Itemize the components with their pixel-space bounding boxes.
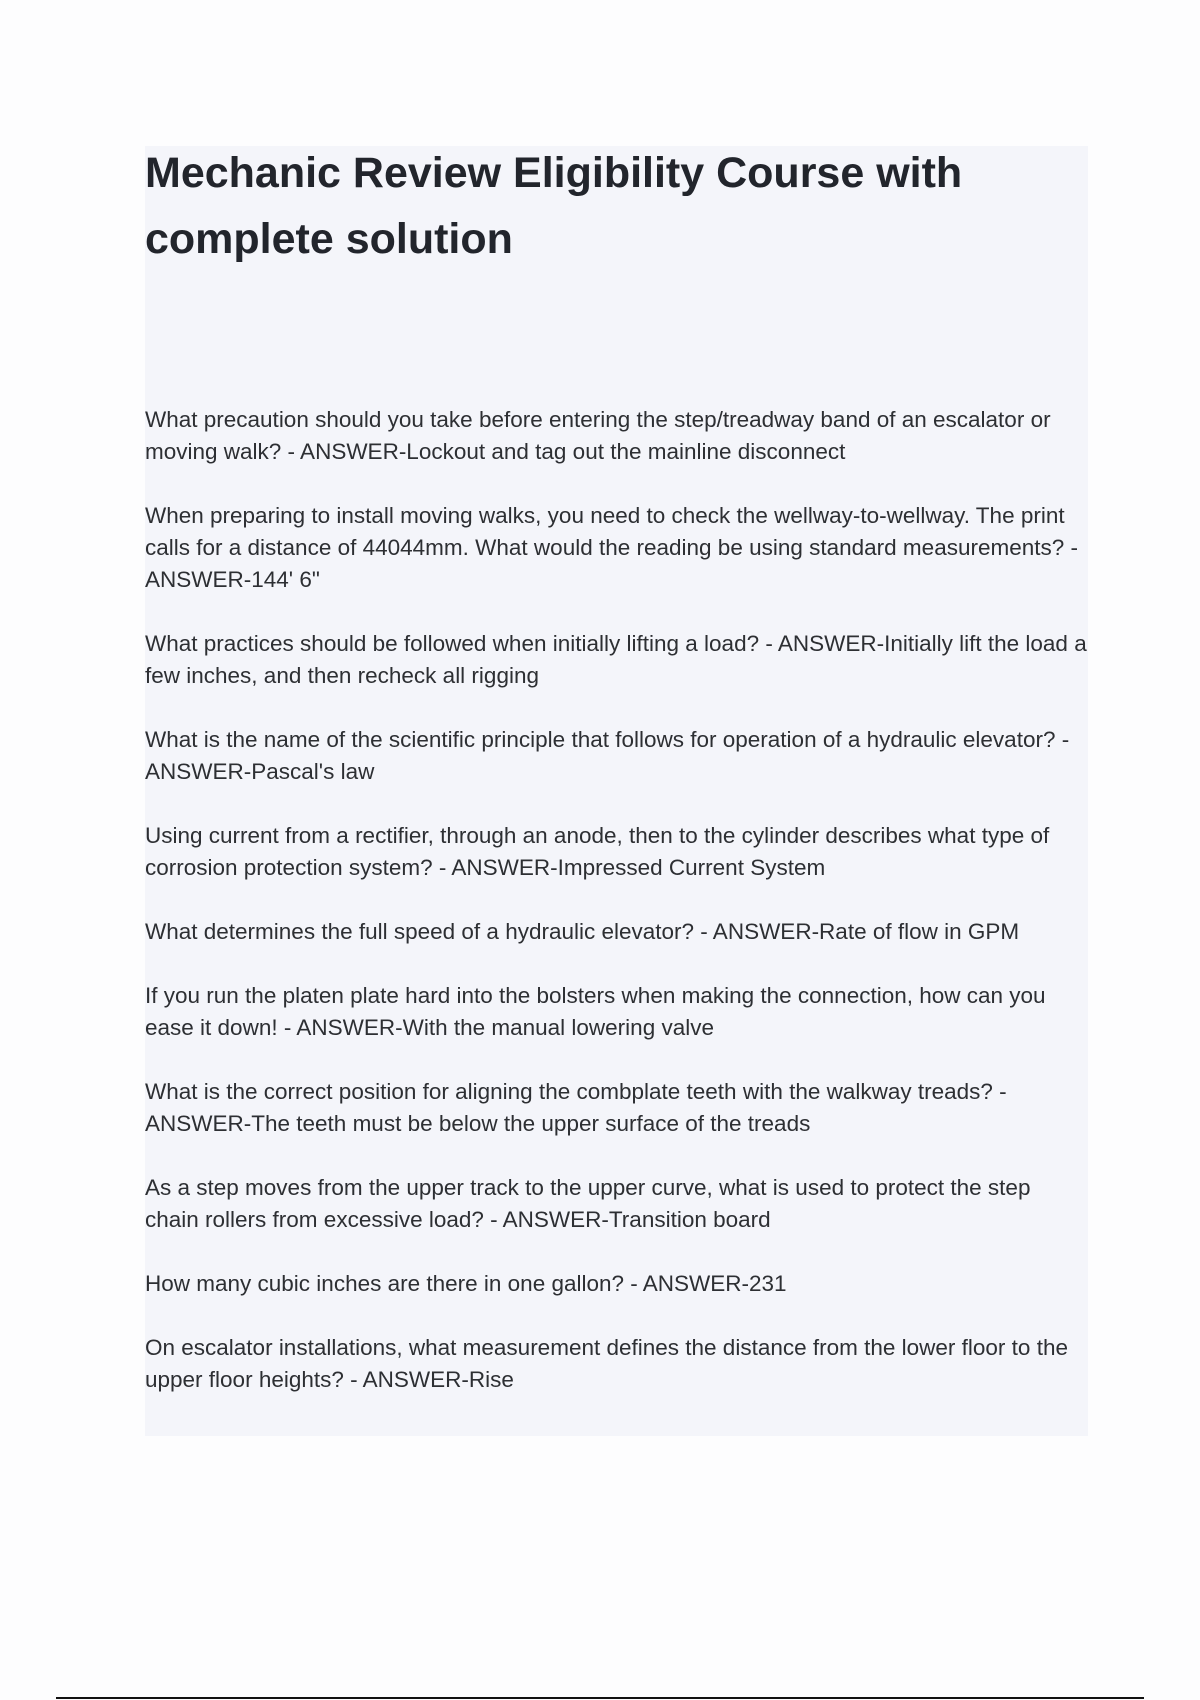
qa-item-5: Using current from a rectifier, through an anode, then to the cylinder describes what type of corrosion protection system? - ANSWER-Impressed Current System bbox=[145, 823, 1050, 880]
qa-item-7: If you run the platen plate hard into the bolsters when making the connection, how can you ease it down! - ANSWER-With the manual lowering valve bbox=[145, 983, 1046, 1040]
qa-item-3: What practices should be followed when initially lifting a load? - ANSWER-Initially lift the load a few inches, and then recheck all rigging bbox=[145, 631, 1087, 688]
qa-item-10: How many cubic inches are there in one gallon? - ANSWER-231 bbox=[145, 1271, 787, 1296]
page-bottom-rule bbox=[56, 1697, 1144, 1699]
qa-list bbox=[145, 404, 1090, 1428]
qa-item-11: On escalator installations, what measurement defines the distance from the lower floor to the upper floor heights? - ANSWER-Rise bbox=[145, 1335, 1068, 1392]
document-title: Mechanic Review Eligibility Course with complete solution bbox=[145, 149, 963, 263]
qa-item-4: What is the name of the scientific principle that follows for operation of a hydraulic elevator? - ANSWER-Pascal's law bbox=[145, 727, 1070, 784]
qa-item-1: What precaution should you take before entering the step/treadway band of an escalator or moving walk? - ANSWER-Lockout and tag out the mainline disconnect bbox=[145, 407, 1051, 464]
qa-item-2: When preparing to install moving walks, you need to check the wellway-to-wellway. The print calls for a distance of 44044mm. What would the reading be using standard measurements? - ANSWER-144' 6" bbox=[145, 503, 1079, 592]
qa-item-6: What determines the full speed of a hydraulic elevator? - ANSWER-Rate of flow in GPM bbox=[145, 919, 1020, 944]
qa-item-8: What is the correct position for aligning the combplate teeth with the walkway treads? - ANSWER-The teeth must be below the upper surface of the treads bbox=[145, 1079, 1007, 1136]
qa-item-9: As a step moves from the upper track to the upper curve, what is used to protect the step chain rollers from excessive load? - ANSWER-Transition board bbox=[145, 1175, 1031, 1232]
